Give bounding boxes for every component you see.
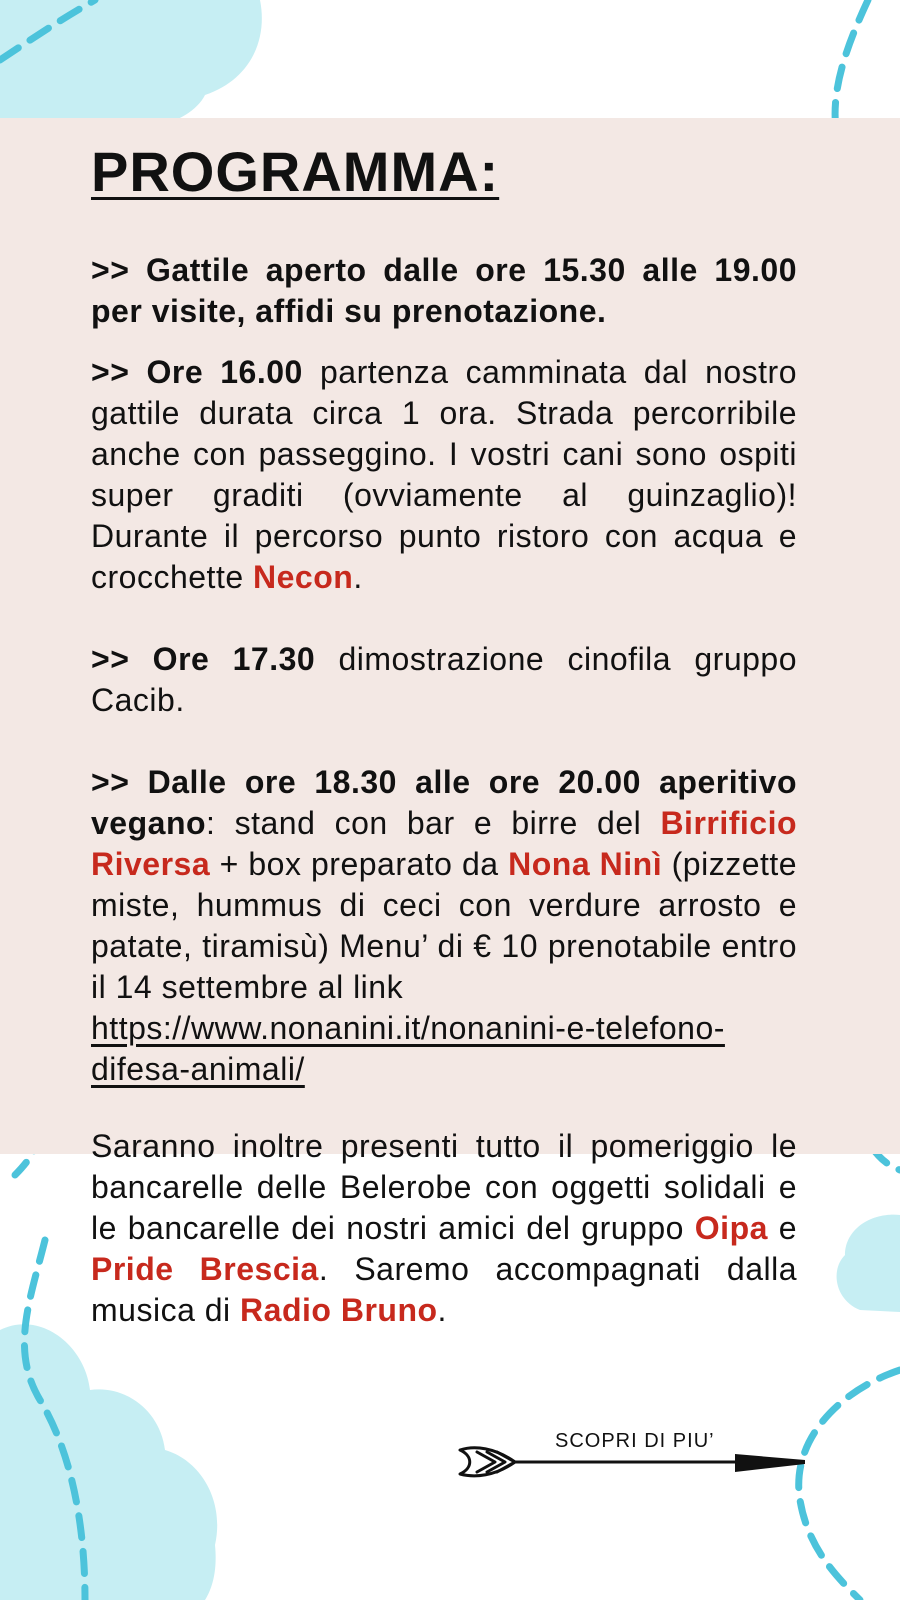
- cloud-bottom-left: [0, 1324, 217, 1600]
- closing-paragraph: [91, 1126, 797, 1331]
- page-title: PROGRAMMA:: [91, 140, 500, 203]
- closing-text: Saranno inoltre presenti tutto il pomeriggio le bancarelle delle Belerobe con oggetti solidali e le bancarelle dei nostri amici del gruppo: [91, 1128, 797, 1246]
- item-prefix: >>: [91, 252, 130, 288]
- closing-text: . Saremo accompagnati dalla musica di: [91, 1251, 798, 1328]
- cloud-right-lower: [837, 1215, 900, 1312]
- sponsor-birrificio-riversa: Birrificio Riversa: [91, 805, 798, 882]
- item-prefix: >>: [91, 641, 130, 677]
- item-prefix: >>: [91, 764, 130, 800]
- scopri-label: SCOPRI DI PIU’: [555, 1430, 715, 1452]
- item-text: Gattile aperto dalle ore 15.30 alle 19.00 per visite, affidi su prenotazione.: [91, 252, 798, 329]
- org-oipa: Oipa: [694, 1210, 768, 1246]
- dash-right-bottom: [799, 1370, 900, 1600]
- program-item-aperitivo: [91, 762, 797, 1090]
- item-time: Ore 16.00: [146, 354, 303, 390]
- sponsor-necon: Necon: [253, 559, 354, 595]
- closing-text-end: .: [437, 1292, 447, 1328]
- item-text-end: .: [353, 559, 363, 595]
- program-item-dog-demo: [91, 639, 797, 721]
- org-pride-brescia: Pride Brescia: [91, 1251, 319, 1287]
- booking-link[interactable]: https://www.nonanini.it/nonanini-e-telefono-difesa-animali/: [91, 1010, 725, 1087]
- scopri-di-piu-button[interactable]: [455, 1420, 815, 1480]
- item-prefix: >>: [91, 354, 130, 390]
- item-time: Ore 17.30: [152, 641, 316, 677]
- item-text: partenza camminata dal nostro gattile durata circa 1 ora. Strada percorribile anche con passeggino. I vostri cani sono ospiti super graditi (ovviamente al guinzaglio)! Durante il percorso punto ristoro con acqua e crocchette: [91, 354, 798, 595]
- item-text: : stand con bar e birre del: [206, 805, 642, 841]
- program-item-walk: [91, 352, 797, 598]
- program-content: [91, 140, 797, 1331]
- closing-text: e: [778, 1210, 798, 1246]
- item-heading: Dalle ore 18.30 alle ore 20.00 aperitivo vegano: [91, 764, 797, 841]
- cloud-top-left: [0, 0, 262, 134]
- item-text: (pizzette miste, hummus di ceci con verdure arrosto e patate, tiramisù) Menu’ di € 10 prenotabile entro il 14 settembre al link: [91, 846, 798, 1005]
- program-item-cattery: [91, 250, 797, 332]
- item-text: + box preparato da: [219, 846, 499, 882]
- item-text: dimostrazione cinofila gruppo Cacib.: [91, 641, 798, 718]
- org-radio-bruno: Radio Bruno: [240, 1292, 438, 1328]
- sponsor-nona-nini: Nona Ninì: [508, 846, 663, 882]
